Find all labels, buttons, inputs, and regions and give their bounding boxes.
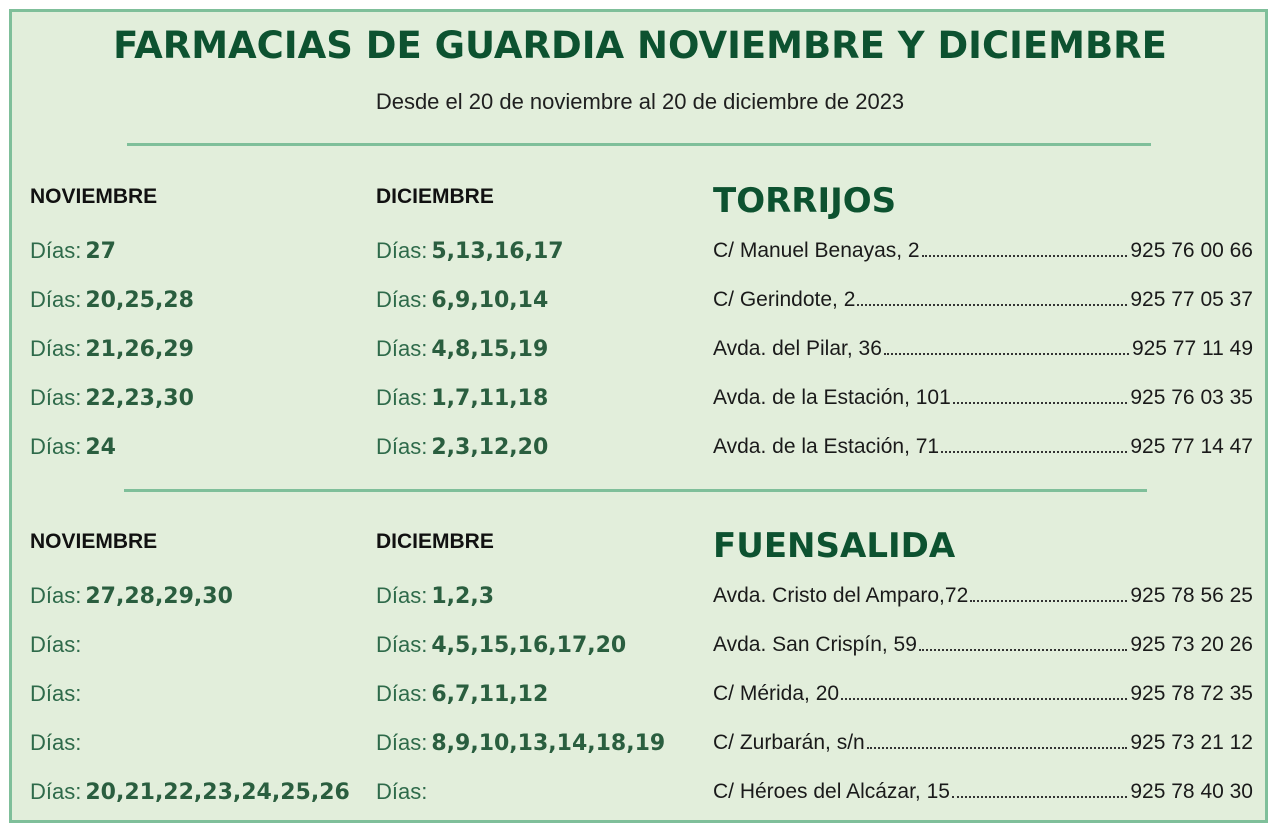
pharmacy-entry — [713, 435, 1253, 459]
dot-leader — [841, 698, 1127, 700]
pharmacy-phone: 925 77 14 47 — [1130, 435, 1253, 458]
dic-days: Días: 2,3,12,20 — [376, 434, 549, 460]
dot-leader — [884, 353, 1129, 355]
pharmacy-entry — [713, 239, 1253, 263]
nov-days: Días: 20,21,22,23,24,25,26 — [30, 779, 350, 805]
pharmacy-entry — [713, 682, 1253, 706]
nov-days: Días: 21,26,29 — [30, 336, 194, 362]
town-name: FUENSALIDA — [713, 526, 956, 566]
dic-days: Días: 6,7,11,12 — [376, 681, 549, 707]
pharmacy-address: C/ Manuel Benayas, 2 — [713, 239, 920, 262]
pharmacy-phone: 925 78 56 25 — [1130, 584, 1253, 607]
dot-leader — [922, 255, 1128, 257]
dic-days: Días: 5,13,16,17 — [376, 238, 564, 264]
page-title: FARMACIAS DE GUARDIA NOVIEMBRE Y DICIEMBRE — [113, 24, 1167, 67]
nov-days: Días: 20,25,28 — [30, 287, 194, 313]
pharmacy-phone: 925 76 00 66 — [1130, 239, 1253, 262]
nov-days: Días: — [30, 681, 82, 706]
dot-leader — [857, 304, 1127, 306]
nov-days: Días: 22,23,30 — [30, 385, 194, 411]
dot-leader — [941, 451, 1127, 453]
dic-days: Días: 8,9,10,13,14,18,19 — [376, 730, 666, 756]
dic-days: Días: 4,5,15,16,17,20 — [376, 632, 627, 658]
divider-middle — [124, 489, 1147, 492]
town-name: TORRIJOS — [713, 181, 897, 221]
page-subtitle: Desde el 20 de noviembre al 20 de diciembre de 2023 — [375, 89, 905, 114]
pharmacy-address: Avda. del Pilar, 36 — [713, 337, 882, 360]
pharmacy-phone: 925 73 20 26 — [1130, 633, 1253, 656]
pharmacy-address: Avda. San Crispín, 59 — [713, 633, 917, 656]
pharmacy-entry — [713, 731, 1253, 755]
nov-days: Días: 24 — [30, 434, 116, 460]
pharmacy-phone: 925 76 03 35 — [1130, 386, 1253, 409]
pharmacy-address: Avda. de la Estación, 71 — [713, 435, 940, 458]
column-header-diciembre: DICIEMBRE — [376, 530, 494, 553]
pharmacy-entry — [713, 780, 1253, 804]
dic-days: Días: 1,7,11,18 — [376, 385, 549, 411]
pharmacy-address: Avda. Cristo del Amparo,72 — [713, 584, 969, 607]
dic-days: Días: 4,8,15,19 — [376, 336, 549, 362]
dot-leader — [919, 649, 1127, 651]
pharmacy-address: C/ Mérida, 20 — [713, 682, 840, 705]
pharmacy-entry — [713, 386, 1253, 410]
pharmacy-phone: 925 78 72 35 — [1130, 682, 1253, 705]
nov-days: Días: 27 — [30, 238, 116, 264]
pharmacy-address: C/ Gerindote, 2 — [713, 288, 856, 311]
dic-days: Días: 6,9,10,14 — [376, 287, 549, 313]
pharmacy-entry — [713, 288, 1253, 312]
dic-days: Días: — [376, 779, 428, 804]
dot-leader — [970, 600, 1127, 602]
dot-leader — [953, 402, 1128, 404]
pharmacy-phone: 925 73 21 12 — [1130, 731, 1253, 754]
column-header-noviembre: NOVIEMBRE — [30, 185, 158, 208]
nov-days: Días: — [30, 632, 82, 657]
pharmacy-phone: 925 78 40 30 — [1130, 780, 1253, 803]
pharmacy-phone: 925 77 05 37 — [1130, 288, 1253, 311]
divider-top — [127, 143, 1151, 146]
dot-leader — [867, 747, 1128, 749]
pharmacy-phone: 925 77 11 49 — [1131, 337, 1253, 360]
column-header-noviembre: NOVIEMBRE — [30, 530, 158, 553]
column-header-diciembre: DICIEMBRE — [376, 185, 494, 208]
pharmacy-address: C/ Héroes del Alcázar, 15 — [713, 780, 950, 803]
dot-leader — [952, 796, 1127, 798]
pharmacy-entry — [713, 633, 1253, 657]
dic-days: Días: 1,2,3 — [376, 583, 494, 609]
pharmacy-address: C/ Zurbarán, s/n — [713, 731, 865, 754]
pharmacy-entry — [713, 584, 1253, 608]
nov-days: Días: — [30, 730, 82, 755]
nov-days: Días: 27,28,29,30 — [30, 583, 233, 609]
pharmacy-entry — [713, 337, 1253, 361]
pharmacy-address: Avda. de la Estación, 101 — [713, 386, 951, 409]
